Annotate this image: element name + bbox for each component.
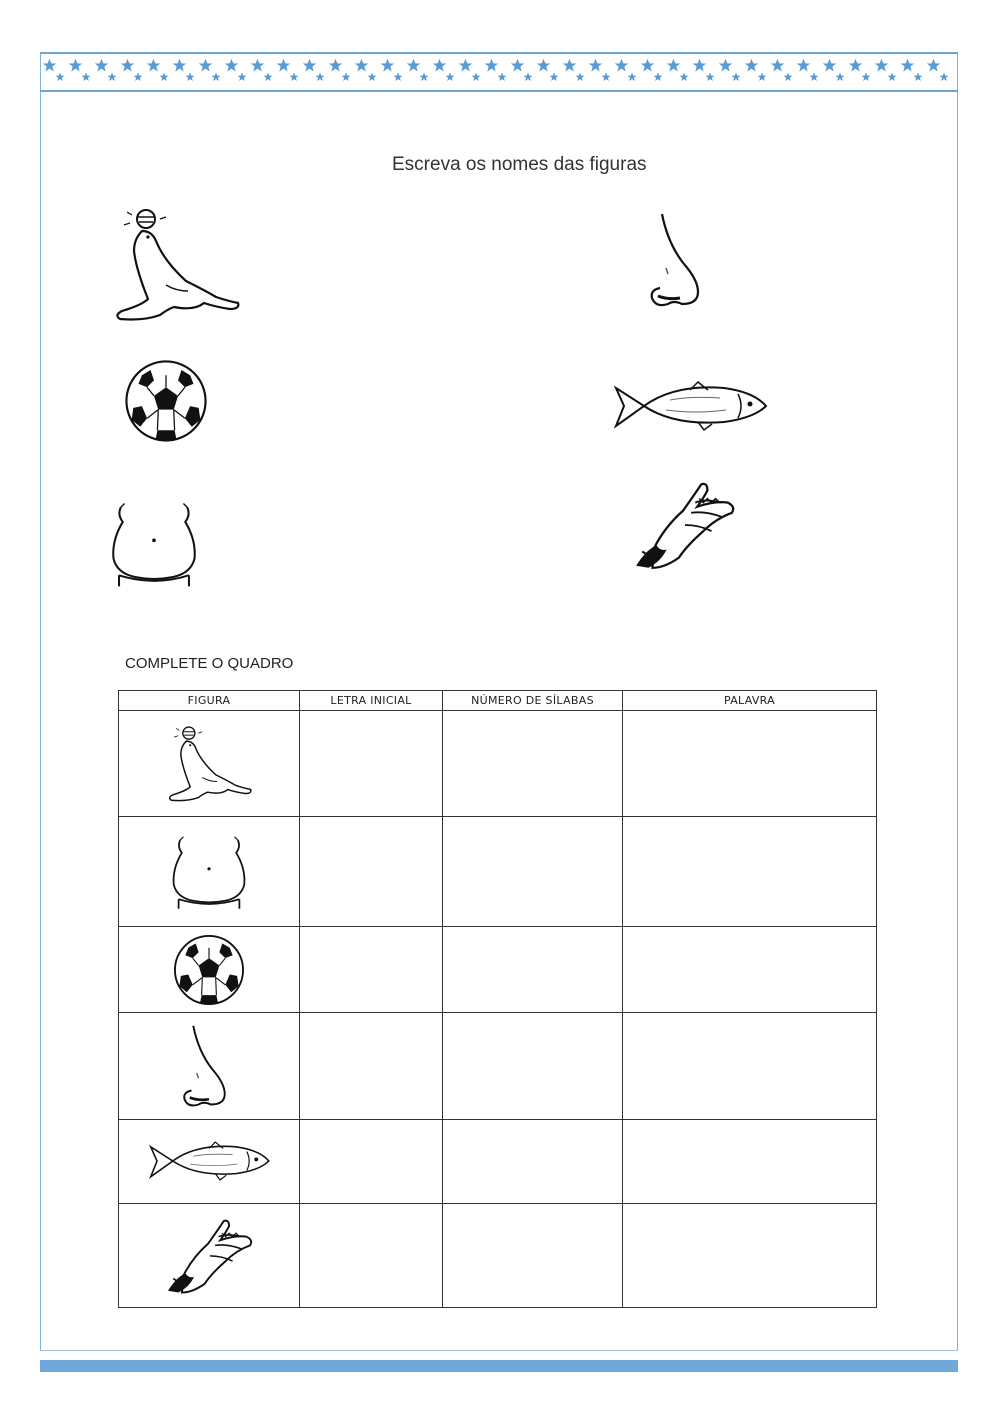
table-row — [119, 711, 877, 817]
star-icon — [277, 59, 291, 72]
star-icon — [680, 73, 689, 82]
header-figura: FIGURA — [119, 691, 300, 711]
syllable-count-cell[interactable] — [443, 711, 623, 817]
table-row — [119, 1013, 877, 1119]
star-pattern — [40, 54, 958, 90]
belly-icon — [169, 832, 249, 912]
table-header-row — [119, 691, 877, 711]
star-icon — [264, 73, 273, 82]
header-numero-silabas: NÚMERO DE SÍLABAS — [443, 691, 623, 711]
initial-letter-cell[interactable] — [300, 1203, 443, 1307]
figure-cell — [119, 711, 300, 817]
syllable-count-cell[interactable] — [443, 1119, 623, 1203]
star-icon — [511, 59, 525, 72]
figure-cell — [119, 927, 300, 1013]
complete-quadro-title: COMPLETE O QUADRO — [125, 655, 294, 672]
figure-cell — [119, 817, 300, 927]
star-icon — [186, 73, 195, 82]
word-cell[interactable] — [623, 817, 877, 927]
initial-letter-cell[interactable] — [300, 711, 443, 817]
initial-letter-cell[interactable] — [300, 1119, 443, 1203]
nose-icon — [640, 210, 720, 310]
star-icon — [901, 59, 915, 72]
figure-cell — [119, 1119, 300, 1203]
star-icon — [602, 73, 611, 82]
star-icon — [888, 73, 897, 82]
star-icon — [472, 73, 481, 82]
header-letra-inicial: LETRA INICIAL — [300, 691, 443, 711]
star-icon — [43, 59, 57, 72]
star-icon — [797, 59, 811, 72]
star-icon — [381, 59, 395, 72]
star-icon — [667, 59, 681, 72]
star-icon — [303, 59, 317, 72]
word-cell[interactable] — [623, 1119, 877, 1203]
star-icon — [823, 59, 837, 72]
star-icon — [875, 59, 889, 72]
star-icon — [420, 73, 429, 82]
star-icon — [82, 73, 91, 82]
figure-cell — [119, 1013, 300, 1119]
star-icon — [108, 73, 117, 82]
header-palavra: PALAVRA — [623, 691, 877, 711]
star-icon — [368, 73, 377, 82]
star-icon — [706, 73, 715, 82]
star-icon — [719, 59, 733, 72]
soccer-ball-icon — [169, 933, 249, 1007]
star-icon — [147, 59, 161, 72]
syllable-count-cell[interactable] — [443, 927, 623, 1013]
star-icon — [784, 73, 793, 82]
initial-letter-cell[interactable] — [300, 817, 443, 927]
star-icon — [238, 73, 247, 82]
table-row — [119, 1203, 877, 1307]
star-icon — [576, 73, 585, 82]
star-icon — [485, 59, 499, 72]
star-icon — [290, 73, 299, 82]
figure-cell — [119, 1203, 300, 1307]
star-icon — [95, 59, 109, 72]
bottom-divider — [40, 1350, 958, 1351]
syllable-count-cell[interactable] — [443, 1013, 623, 1119]
star-icon — [628, 73, 637, 82]
star-icon — [459, 59, 473, 72]
fish-icon — [146, 1136, 272, 1186]
star-icon — [134, 73, 143, 82]
star-icon — [199, 59, 213, 72]
star-icon — [589, 59, 603, 72]
worksheet-title: Escreva os nomes das figuras — [392, 154, 647, 175]
star-icon — [329, 59, 343, 72]
initial-letter-cell[interactable] — [300, 927, 443, 1013]
nose-icon — [174, 1019, 244, 1113]
star-icon — [498, 73, 507, 82]
star-icon — [810, 73, 819, 82]
star-icon — [758, 73, 767, 82]
soccer-ball-icon — [116, 358, 216, 444]
syllable-count-cell[interactable] — [443, 817, 623, 927]
star-icon — [173, 59, 187, 72]
syllable-count-cell[interactable] — [443, 1203, 623, 1307]
hand-icon — [161, 1213, 257, 1297]
star-icon — [745, 59, 759, 72]
word-cell[interactable] — [623, 1203, 877, 1307]
star-icon — [394, 73, 403, 82]
table-row — [119, 817, 877, 927]
star-icon — [316, 73, 325, 82]
star-icon — [836, 73, 845, 82]
star-icon — [355, 59, 369, 72]
star-icon — [342, 73, 351, 82]
star-icon — [121, 59, 135, 72]
hand-icon — [628, 478, 740, 570]
seal-with-ball-icon — [106, 205, 246, 325]
bottom-bar — [40, 1360, 958, 1372]
belly-icon — [106, 498, 202, 590]
star-icon — [251, 59, 265, 72]
star-icon — [563, 59, 577, 72]
word-cell[interactable] — [623, 711, 877, 817]
star-icon — [693, 59, 707, 72]
star-icon — [56, 73, 65, 82]
star-icon — [654, 73, 663, 82]
star-icon — [550, 73, 559, 82]
star-icon — [537, 59, 551, 72]
star-icon — [641, 59, 655, 72]
star-icon — [524, 73, 533, 82]
table-row — [119, 927, 877, 1013]
star-icon — [927, 59, 941, 72]
star-icon — [732, 73, 741, 82]
star-icon — [862, 73, 871, 82]
star-icon — [914, 73, 923, 82]
star-icon — [433, 59, 447, 72]
star-icon — [771, 59, 785, 72]
star-icon — [615, 59, 629, 72]
star-icon — [849, 59, 863, 72]
star-icon — [407, 59, 421, 72]
star-icon — [160, 73, 169, 82]
star-icon — [225, 59, 239, 72]
star-icon — [69, 59, 83, 72]
fish-icon — [610, 376, 770, 436]
star-icon — [446, 73, 455, 82]
star-border — [40, 52, 958, 92]
star-icon — [940, 73, 949, 82]
quadro-table — [118, 690, 877, 1308]
initial-letter-cell[interactable] — [300, 1013, 443, 1119]
star-icon — [212, 73, 221, 82]
table-row — [119, 1119, 877, 1203]
seal-with-ball-icon — [162, 722, 256, 806]
word-cell[interactable] — [623, 1013, 877, 1119]
word-cell[interactable] — [623, 927, 877, 1013]
